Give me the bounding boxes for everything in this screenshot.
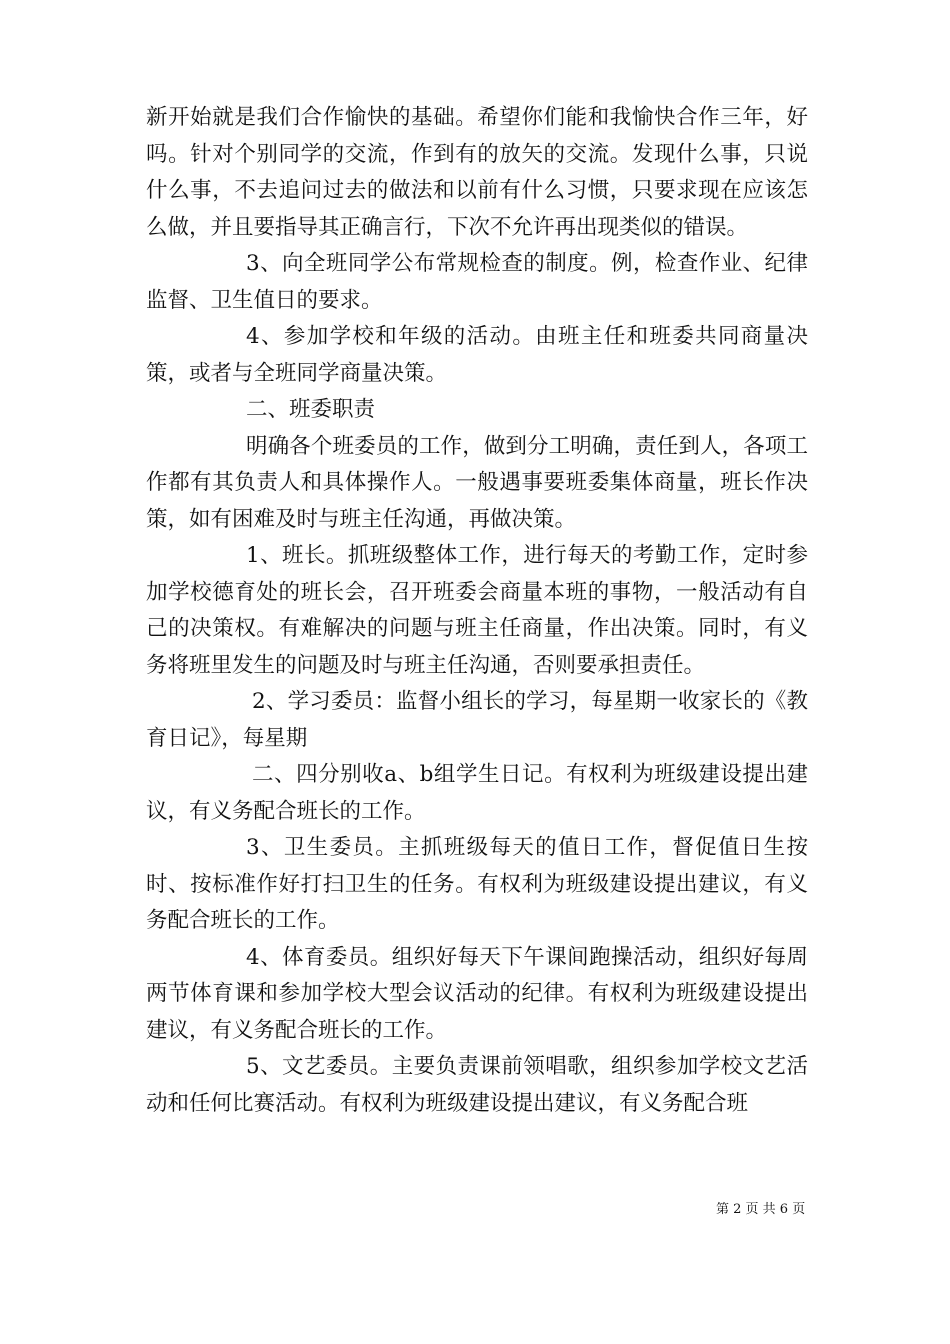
paragraph-monitor-duties: 1、班长。抓班级整体工作，进行每天的考勤工作，定时参加学校德育处的班长会，召开班委会商量本班的事物，一般活动有自己的决策权。有难解决的问题与班主任商量，作出决策。同时，有义务将班里发生的问题及时与班主任沟通，否则要承担责任。 <box>146 543 808 678</box>
paragraph-arts-committee: 5、文艺委员。主要负责课前领唱歌，组织参加学校文艺活动和任何比赛活动。有权利为班级建设提出建议，有义务配合班 <box>146 1054 808 1116</box>
paragraph-item-4-activities: 4、参加学校和年级的活动。由班主任和班委共同商量决策，或者与全班同学商量决策。 <box>146 324 808 386</box>
paragraph-division-of-work: 明确各个班委员的工作，做到分工明确，责任到人，各项工作都有其负责人和具体操作人。一般遇事要班委集体商量，班长作决策，如有困难及时与班主任沟通，再做决策。 <box>146 433 808 532</box>
document-body <box>146 100 808 1122</box>
page-number-footer: 第 2 页 共 6 页 <box>716 1202 806 1217</box>
section-heading-committee-duties: 二、班委职责 <box>246 397 376 422</box>
paragraph-item-3-inspection: 3、向全班同学公布常规检查的制度。例，检查作业、纪律监督、卫生值日的要求。 <box>146 251 808 313</box>
paragraph-hygiene-committee: 3、卫生委员。主抓班级每天的值日工作，督促值日生按时、按标准作好打扫卫生的任务。有权利为班级建设提出建议，有义务配合班长的工作。 <box>146 835 808 933</box>
paragraph-study-committee: 2、学习委员：监督小组长的学习，每星期一收家长的《教育日记》，每星期 <box>146 689 808 751</box>
paragraph-cooperation: 新开始就是我们合作愉快的基础。希望你们能和我愉快合作三年，好吗。针对个别同学的交流，作到有的放矢的交流。发现什么事，只说什么事，不去追问过去的做法和以前有什么习惯，只要求现在应该怎么做，并且要指导其正确言行，下次不允许再出现类似的错误。 <box>146 105 808 240</box>
paragraph-diary-collection: 二、四分别收a、b组学生日记。有权利为班级建设提出建议，有义务配合班长的工作。 <box>146 762 808 824</box>
paragraph-sports-committee: 4、体育委员。组织好每天下午课间跑操活动，组织好每周两节体育课和参加学校大型会议活动的纪律。有权利为班级建设提出建议，有义务配合班长的工作。 <box>146 944 808 1043</box>
